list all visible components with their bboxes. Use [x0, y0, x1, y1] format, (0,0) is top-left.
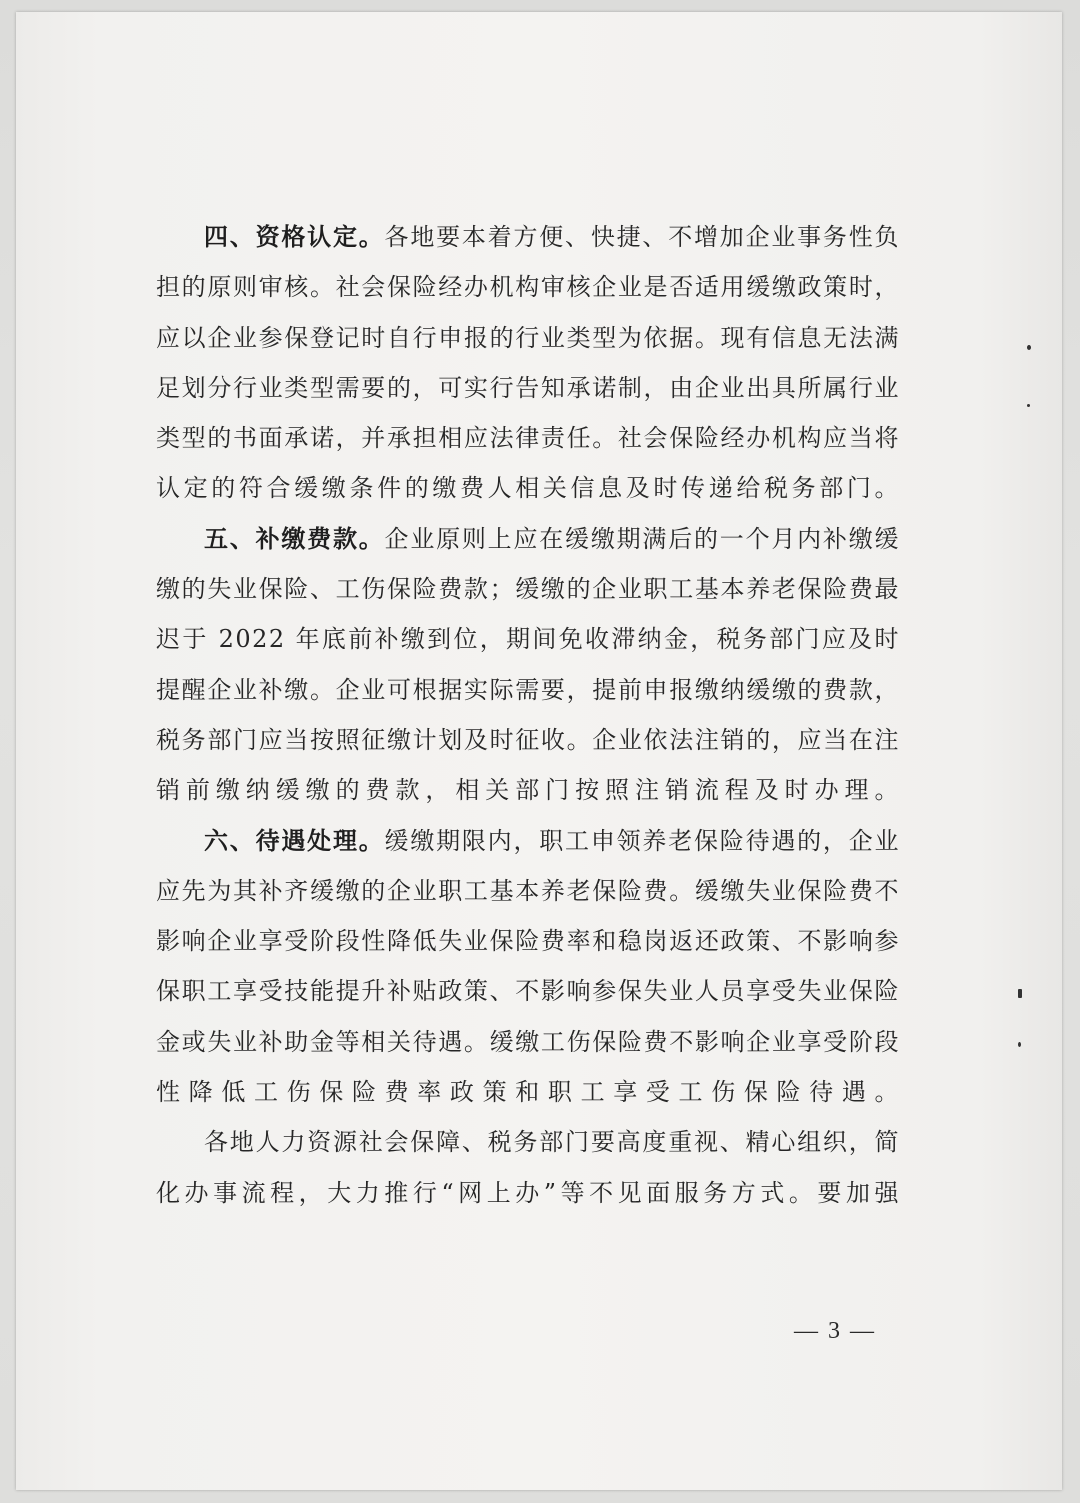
section-heading-6: 六、待遇处理。 [204, 826, 385, 855]
paragraph-qualification [156, 212, 900, 514]
paragraph-back-payment [156, 514, 900, 816]
paragraph-closing [156, 1117, 900, 1218]
page-number: — 3 — [794, 1318, 876, 1344]
closing-body: 各地人力资源社会保障、税务部门要高度重视、精心组织，简化办事流程，大力推行“网上办”等不见面服务方式。要加强 [156, 1128, 900, 1207]
scan-speck [1018, 1042, 1021, 1047]
scan-speck [1027, 404, 1030, 407]
scan-speck [1027, 345, 1031, 350]
document-body [156, 212, 900, 1218]
scan-speck [1018, 989, 1022, 998]
section-heading-5: 五、补缴费款。 [204, 524, 385, 553]
paragraph-benefits [156, 816, 900, 1118]
section-heading-4: 四、资格认定。 [204, 223, 385, 251]
section-body-4: 各地要本着方便、快捷、不增加企业事务性负担的原则审核。社会保险经办机构审核企业是否适用缓缴政策时，应以企业参保登记时自行申报的行业类型为依据。现有信息无法满足划分行业类型需要的，可实行告知承诺制，由企业出具所属行业类型的书面承诺，并承担相应法律责任。社会保险经办机构应当将认定的符合缓缴条件的缴费人相关信息及时传递给税务部门。 [156, 223, 901, 503]
section-body-5: 企业原则上应在缓缴期满后的一个月内补缴缓缴的失业保险、工伤保险费款；缓缴的企业职工基本养老保险费最迟于 2022 年底前补缴到位，期间免收滞纳金，税务部门应及时提醒企业补缴。企业可根据实际需要，提前申报缴纳缓缴的费款，税务部门应当按照征缴计划及时征收。企业依法注销的，应当在注销前缴纳缓缴的费款，相关部门按照注销流程及时办理。 [156, 524, 901, 805]
section-body-6: 缓缴期限内，职工申领养老保险待遇的，企业应先为其补齐缓缴的企业职工基本养老保险费。缓缴失业保险费不影响企业享受阶段性降低失业保险费率和稳岗返还政策、不影响参保职工享受技能提升补贴政策、不影响参保失业人员享受失业保险金或失业补助金等相关待遇。缓缴工伤保险费不影响企业享受阶段性降低工伤保险费率政策和职工享受工伤保险待遇。 [156, 826, 901, 1107]
